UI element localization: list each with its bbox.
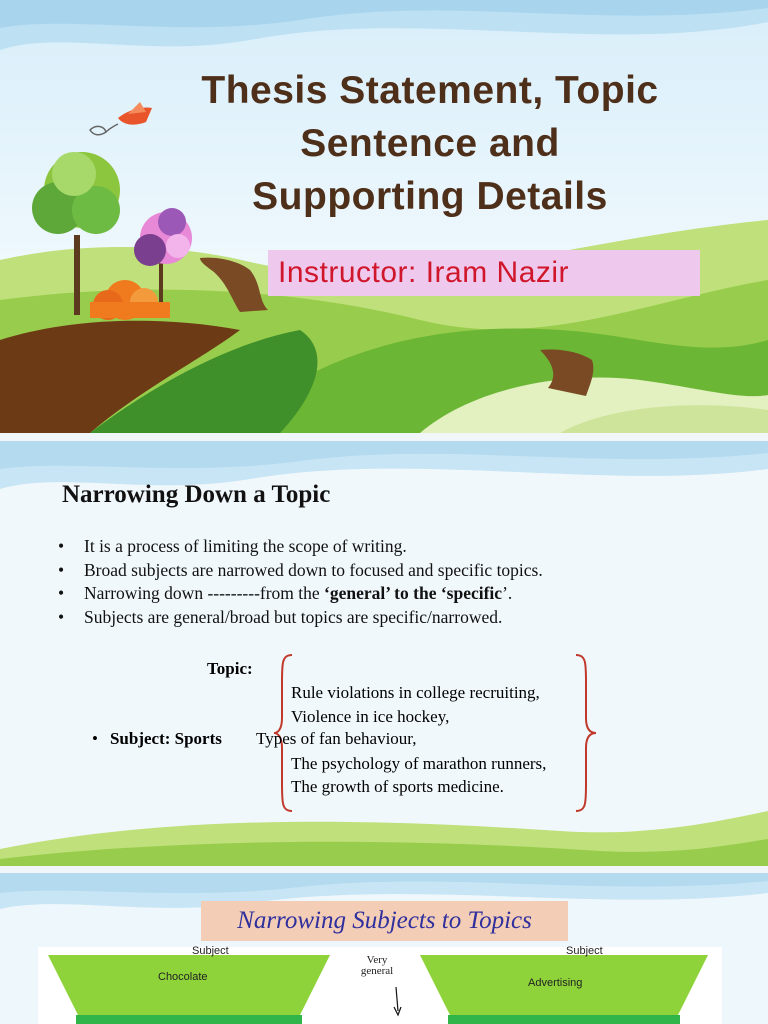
very-general-line-1: Very <box>366 954 388 966</box>
title-line-1: Thesis Statement, Topic <box>201 69 659 112</box>
subject-label: Subject: Sports <box>109 729 222 748</box>
funnel-slide <box>0 873 768 1024</box>
narrowing-slide <box>0 441 768 866</box>
instructor-label: Instructor: Iram Nazir <box>268 250 700 296</box>
right-funnel-item: Advertising <box>528 977 583 989</box>
right-subject-label: Subject <box>566 945 603 957</box>
slide-divider <box>0 433 768 441</box>
bullet-item <box>58 582 543 606</box>
slide-divider <box>0 866 768 873</box>
very-general-label <box>352 955 402 977</box>
subject-line: • Subject: Sports <box>92 729 222 748</box>
bullet-list <box>58 535 543 629</box>
topic-item: Types of fan behaviour, <box>256 729 417 748</box>
bullet-item: • Subjects are general/broad but topics are specific/narrowed. <box>58 606 543 630</box>
left-subject-label: Subject <box>192 945 229 957</box>
slide-heading: Narrowing Down a Topic <box>62 481 331 508</box>
topic-item: The growth of sports medicine. <box>291 777 504 796</box>
bullet-text: Narrowing down ---------from the <box>84 583 325 603</box>
title-line-3: Supporting Details <box>252 175 608 218</box>
topic-item: Rule violations in college recruiting, <box>291 683 540 702</box>
bullet-item: • Broad subjects are narrowed down to focused and specific topics. <box>58 559 543 583</box>
slide-title <box>150 64 710 223</box>
title-line-2: Sentence and <box>300 122 560 165</box>
title-slide <box>0 0 768 433</box>
topic-item: The psychology of marathon runners, <box>291 753 547 773</box>
bullet-bold-text: ‘general’ to the ‘specific <box>324 583 503 603</box>
right-brace-icon <box>572 653 600 813</box>
funnel-diagram <box>38 947 722 1024</box>
bullet-text: ’. <box>502 583 513 603</box>
topic-label: Topic: <box>207 659 253 678</box>
left-funnel-item: Chocolate <box>158 971 208 983</box>
bullet-item: • It is a process of limiting the scope of writing. <box>58 535 543 559</box>
very-general-line-2: general <box>360 965 394 977</box>
slide-heading: Narrowing Subjects to Topics <box>237 907 532 934</box>
topic-item: Violence in ice hockey, <box>291 706 450 726</box>
